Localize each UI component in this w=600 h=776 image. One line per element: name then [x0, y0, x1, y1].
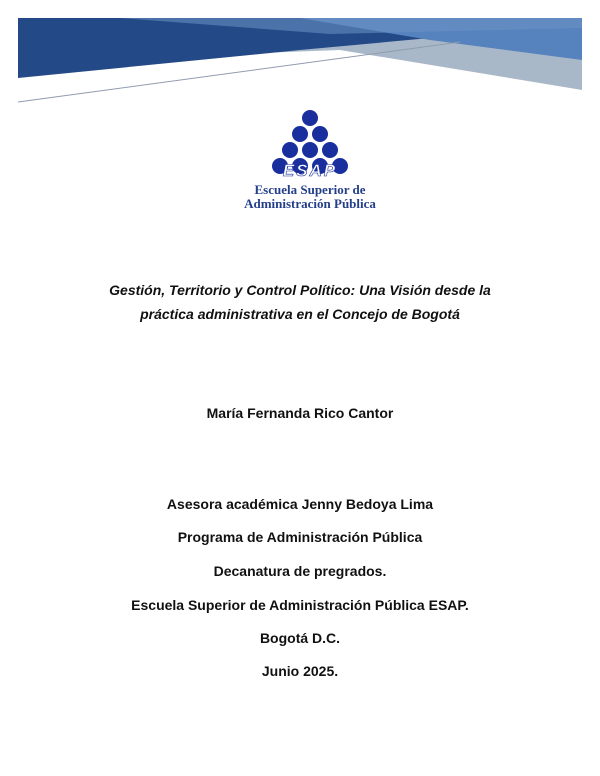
header-banner — [0, 0, 600, 110]
city: Bogotá D.C. — [259, 630, 341, 646]
date: Junio 2025. — [261, 663, 339, 679]
faculty: Decanatura de pregrados. — [213, 563, 387, 579]
logo-name-line1: Escuela Superior de — [254, 182, 366, 197]
institution: Escuela Superior de Administración Pública ESAP. — [131, 597, 469, 613]
advisor: Asesora académica Jenny Bedoya Lima — [166, 496, 434, 512]
logo-name-line2: Administración Pública — [244, 196, 376, 211]
author-name: María Fernanda Rico Cantor — [206, 405, 394, 421]
program: Programa de Administración Pública — [177, 529, 423, 545]
document-title-line1: Gestión, Territorio y Control Político: Una Visión desde la — [109, 282, 491, 298]
logo-acronym: ESAP — [282, 161, 338, 180]
esap-logo — [260, 104, 360, 188]
document-title-line2: práctica administrativa en el Concejo de Bogotá — [140, 306, 460, 322]
